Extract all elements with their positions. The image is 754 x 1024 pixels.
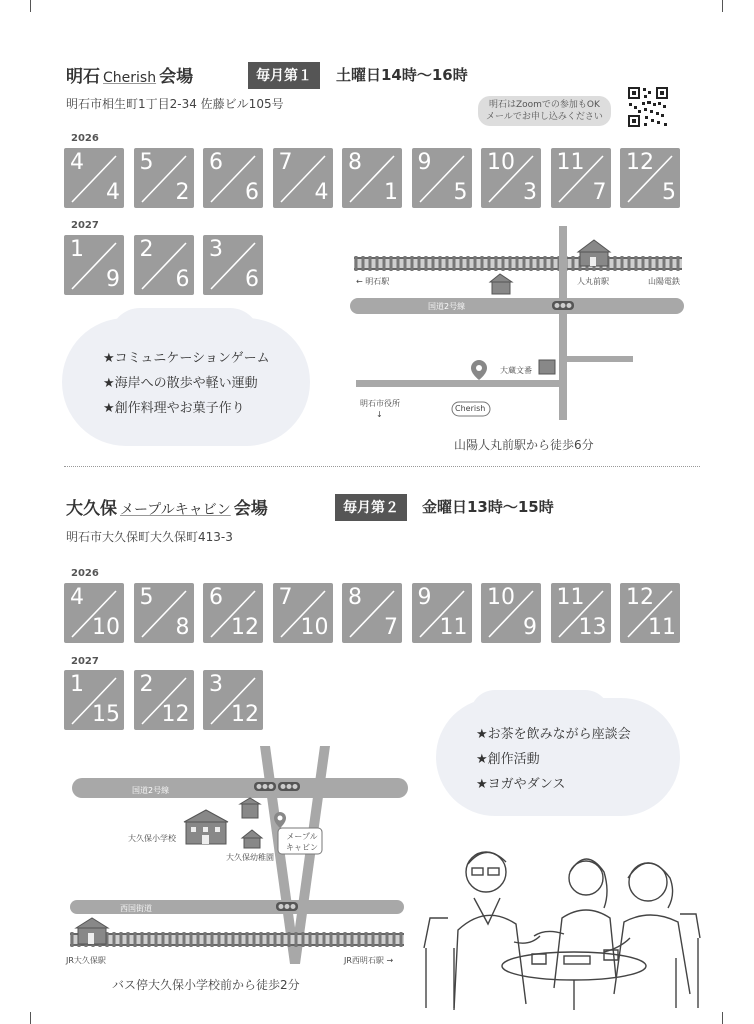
date-month: 8 (348, 150, 362, 175)
date-tile (273, 583, 333, 643)
venue1-map (344, 224, 692, 424)
date-day: 13 (578, 615, 607, 640)
venue2-activities (476, 722, 631, 797)
date-day: 12 (231, 615, 259, 640)
date-tile (273, 148, 333, 208)
date-day: 6 (245, 267, 259, 292)
maple-label-line1: メープル (286, 832, 318, 841)
city-hall-label: 明石市役所 (360, 399, 400, 408)
venue1-address: 明石市相生町1丁目2-34 佐藤ビル105号 (66, 97, 284, 111)
venue2-year-2026: 2026 (71, 568, 99, 579)
date-month: 9 (417, 150, 432, 175)
date-tile (134, 670, 194, 730)
activity-item: ★コミュニケーションゲーム (103, 351, 270, 366)
date-tile (412, 148, 472, 208)
date-month: 6 (209, 150, 223, 175)
date-day: 9 (523, 615, 537, 640)
date-month: 5 (139, 585, 154, 610)
section-divider (64, 466, 700, 467)
venue2-access: バス停大久保小学校前から徒歩2分 (112, 978, 300, 992)
date-tile (134, 235, 194, 295)
venue1-year-2027: 2027 (71, 220, 99, 231)
date-day: 6 (245, 180, 259, 205)
date-tile (481, 583, 541, 643)
date-day: 4 (314, 180, 329, 205)
zoom-note-line1: 明石はZoomでの参加もOK (488, 100, 600, 110)
venue1-year-2026: 2026 (71, 133, 99, 144)
sanyo-railway-label: 山陽電鉄 (648, 277, 680, 286)
date-month: 5 (139, 150, 154, 175)
venue1-title (66, 62, 193, 87)
date-month: 10 (487, 585, 515, 610)
date-tile (203, 235, 263, 295)
date-month: 6 (209, 585, 223, 610)
date-tile (551, 583, 611, 643)
crop-mark (722, 0, 723, 12)
date-day: 8 (175, 615, 190, 640)
activity-item: ★海岸への散歩や軽い運動 (103, 376, 258, 391)
date-day: 10 (300, 615, 329, 640)
akashi-station-label: ← 明石駅 (356, 277, 390, 286)
maple-label-line2: キャビン (286, 843, 318, 852)
crop-mark (30, 1012, 31, 1024)
date-day: 5 (453, 180, 468, 205)
date-month: 4 (70, 585, 84, 610)
date-tile (134, 583, 194, 643)
date-month: 9 (417, 585, 432, 610)
activity-item: ★お茶を飲みながら座談会 (476, 727, 631, 742)
okura-label: 大蔵文番 (500, 366, 532, 375)
date-day: 5 (662, 180, 676, 205)
venue1-badge: 毎月第１ (248, 62, 320, 89)
city-hall-arrow: ↓ (376, 410, 383, 419)
zoom-note-line2: メールでお申し込みください (486, 112, 603, 122)
maple-map-label (280, 831, 324, 853)
date-tile (342, 583, 402, 643)
date-tile (134, 148, 194, 208)
date-day: 4 (106, 180, 120, 205)
date-tile (342, 148, 402, 208)
date-tile (620, 583, 680, 643)
date-month: 1 (70, 672, 84, 697)
saigoku-label: 西国街道 (120, 904, 152, 913)
zoom-note (478, 96, 611, 126)
date-tile (64, 148, 124, 208)
qr-code-icon[interactable] (627, 86, 669, 128)
date-month: 10 (487, 150, 515, 175)
date-tile (203, 148, 263, 208)
date-day: 10 (92, 615, 120, 640)
date-tile (620, 148, 680, 208)
date-month: 3 (209, 237, 223, 262)
venue1-name-jp: 明石 (66, 67, 100, 87)
venue2-title (66, 494, 268, 519)
venue1-name-suffix: 会場 (159, 67, 194, 87)
date-tile (203, 670, 263, 730)
date-tile (64, 235, 124, 295)
date-month: 2 (139, 672, 154, 697)
venue1-activities (103, 346, 270, 421)
venue2-badge: 毎月第２ (335, 494, 407, 521)
venue2-name-jp: 大久保 (66, 499, 117, 519)
date-month: 8 (348, 585, 362, 610)
venue1-name-en: Cherish (103, 70, 157, 86)
venue1-schedule: 土曜日14時〜16時 (336, 66, 468, 84)
venue2-name-suffix: 会場 (233, 499, 268, 519)
kindergarten-label: 大久保幼稚園 (226, 853, 274, 862)
cherish-map-label: Cherish (455, 404, 486, 413)
crop-mark (30, 0, 31, 12)
school-label: 大久保小学校 (128, 834, 176, 843)
date-month: 7 (278, 585, 293, 610)
date-month: 2 (139, 237, 154, 262)
date-day: 9 (106, 267, 120, 292)
date-month: 12 (626, 585, 654, 610)
date-tile (203, 583, 263, 643)
hitomaru-station-label: 人丸前駅 (577, 277, 609, 286)
date-day: 12 (231, 702, 259, 727)
date-day: 7 (592, 180, 607, 205)
date-month: 7 (278, 150, 293, 175)
date-day: 15 (92, 702, 120, 727)
venue1-access: 山陽人丸前駅から徒歩6分 (454, 438, 594, 452)
date-day: 3 (523, 180, 537, 205)
date-tile (64, 670, 124, 730)
date-day: 6 (175, 267, 190, 292)
date-day: 7 (384, 615, 398, 640)
date-month: 3 (209, 672, 223, 697)
date-tile (481, 148, 541, 208)
route2-label-2: 国道2号線 (132, 786, 170, 795)
date-month: 11 (556, 150, 585, 175)
date-month: 12 (626, 150, 654, 175)
activity-item: ★創作料理やお菓子作り (103, 401, 245, 416)
date-day: 12 (161, 702, 190, 727)
jr-okubo-label: JR大久保駅 (66, 956, 106, 965)
people-illustration (414, 838, 724, 1014)
activity-item: ★ヨガやダンス (476, 777, 566, 792)
venue2-schedule: 金曜日13時〜15時 (422, 498, 554, 516)
date-tile (551, 148, 611, 208)
date-month: 4 (70, 150, 84, 175)
date-day: 1 (384, 180, 398, 205)
jr-nishiakashi-label: JR西明石駅 → (344, 956, 394, 965)
date-day: 11 (648, 615, 676, 640)
activity-item: ★創作活動 (476, 752, 540, 767)
date-month: 1 (70, 237, 84, 262)
route2-label: 国道2号線 (428, 302, 466, 311)
venue2-year-2027: 2027 (71, 656, 99, 667)
venue2-name-en: メープルキャビン (120, 502, 231, 518)
date-month: 11 (556, 585, 585, 610)
date-day: 11 (439, 615, 468, 640)
date-tile (412, 583, 472, 643)
venue2-address: 明石市大久保町大久保町413-3 (66, 530, 233, 544)
date-tile (64, 583, 124, 643)
date-day: 2 (175, 180, 190, 205)
